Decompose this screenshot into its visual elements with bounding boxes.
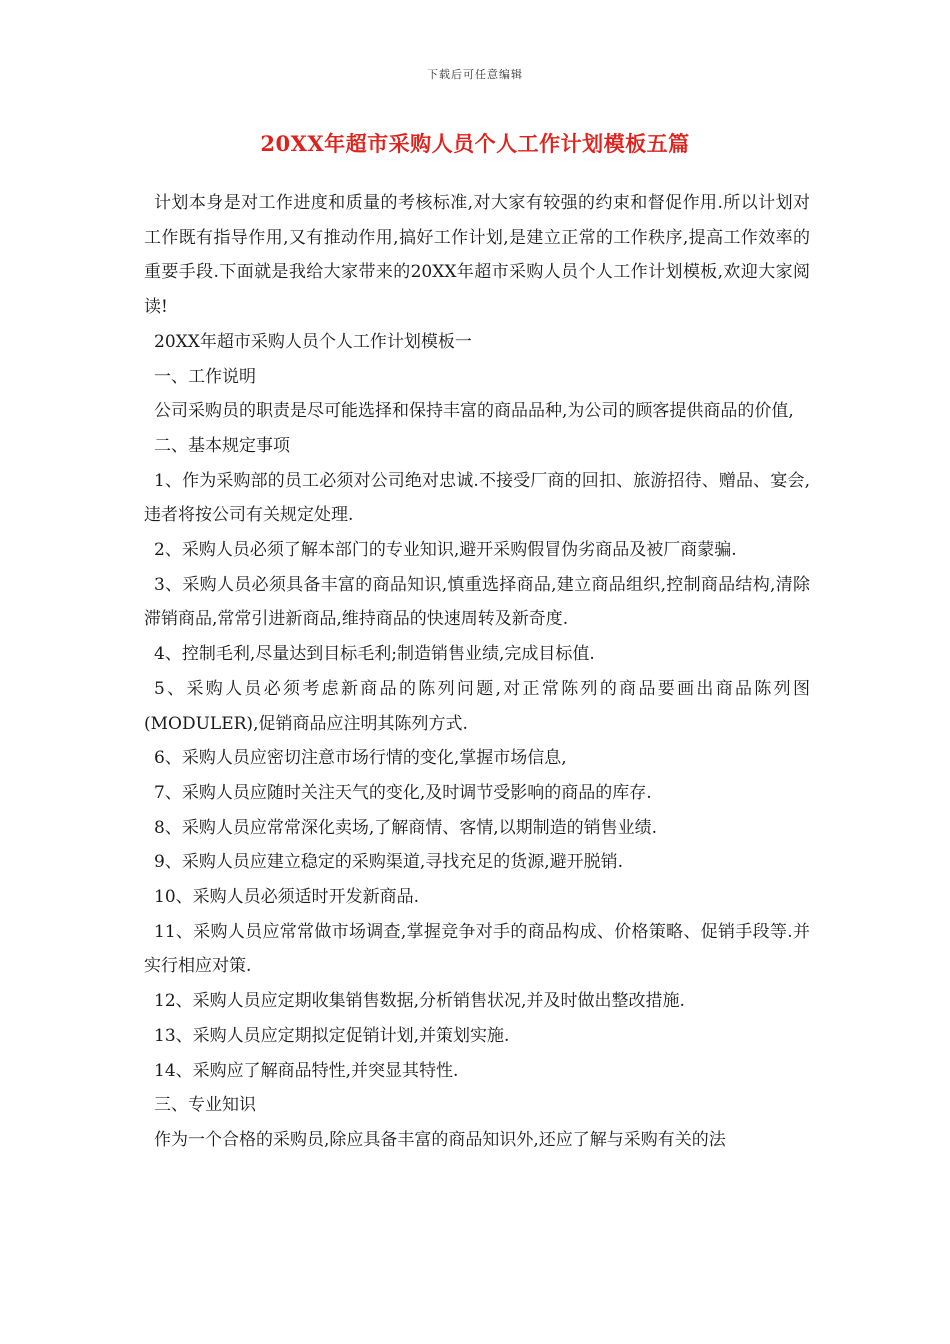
list-item: 13、采购人员应定期拟定促销计划,并策划实施. (154, 1025, 510, 1046)
list-item: 10、采购人员必须适时开发新商品. (154, 887, 420, 908)
list-item: 14、采购应了解商品特性,并突显其特性. (154, 1060, 459, 1081)
paragraph: 作为一个合格的采购员,除应具备丰富的商品知识外,还应了解与采购有关的法 (154, 1129, 726, 1150)
paragraph-intro: 计划本身是对工作进度和质量的考核标准,对大家有较强的约束和督促作用.所以计划对工作既有指导作用,又有推动作用,搞好工作计划,是建立正常的工作秩序,提高工作效率的重要手段.下面就是我给大家带来的20XX年超市采购人员个人工作计划模板,欢迎大家阅读! (144, 193, 810, 318)
list-item: 11、采购人员应常常做市场调查,掌握竞争对手的商品构成、价格策略、促销手段等.并实行相应对策. (144, 921, 810, 977)
list-item: 1、作为采购部的员工必须对公司绝对忠诚.不接受厂商的回扣、旅游招待、赠品、宴会,违者将按公司有关规定处理. (144, 470, 810, 526)
list-item: 3、采购人员必须具备丰富的商品知识,慎重选择商品,建立商品组织,控制商品结构,清除滞销商品,常常引进新商品,维持商品的快速周转及新奇度. (144, 574, 810, 630)
section-heading-3: 三、专业知识 (154, 1095, 256, 1116)
document-title: 20XX年超市采购人员个人工作计划模板五篇 (260, 131, 690, 156)
list-item: 8、采购人员应常常深化卖场,了解商情、客情,以期制造的销售业绩. (154, 817, 658, 838)
list-item: 9、采购人员应建立稳定的采购渠道,寻找充足的货源,避开脱销. (154, 852, 624, 873)
section-heading-1: 一、工作说明 (154, 366, 256, 387)
list-item: 4、控制毛利,尽量达到目标毛利;制造销售业绩,完成目标值. (154, 644, 595, 665)
list-item: 6、采购人员应密切注意市场行情的变化,掌握市场信息, (154, 748, 567, 769)
paragraph: 公司采购员的职责是尽可能选择和保持丰富的商品品种,为公司的顾客提供商品的价值, (154, 401, 794, 422)
header-note: 下载后可任意编辑 (427, 68, 523, 81)
list-item: 12、采购人员应定期收集销售数据,分析销售状况,并及时做出整改措施. (154, 991, 685, 1012)
section-heading-2: 二、基本规定事项 (154, 435, 290, 456)
list-item: 2、采购人员必须了解本部门的专业知识,避开采购假冒伪劣商品及被厂商蒙骗. (154, 540, 737, 561)
document-body (144, 186, 810, 1158)
list-item: 5、采购人员必须考虑新商品的陈列问题,对正常陈列的商品要画出商品陈列图(MODULER),促销商品应注明其陈列方式. (144, 678, 810, 734)
paragraph-template-heading: 20XX年超市采购人员个人工作计划模板一 (154, 331, 472, 352)
list-item: 7、采购人员应随时关注天气的变化,及时调节受影响的商品的库存. (154, 782, 652, 803)
